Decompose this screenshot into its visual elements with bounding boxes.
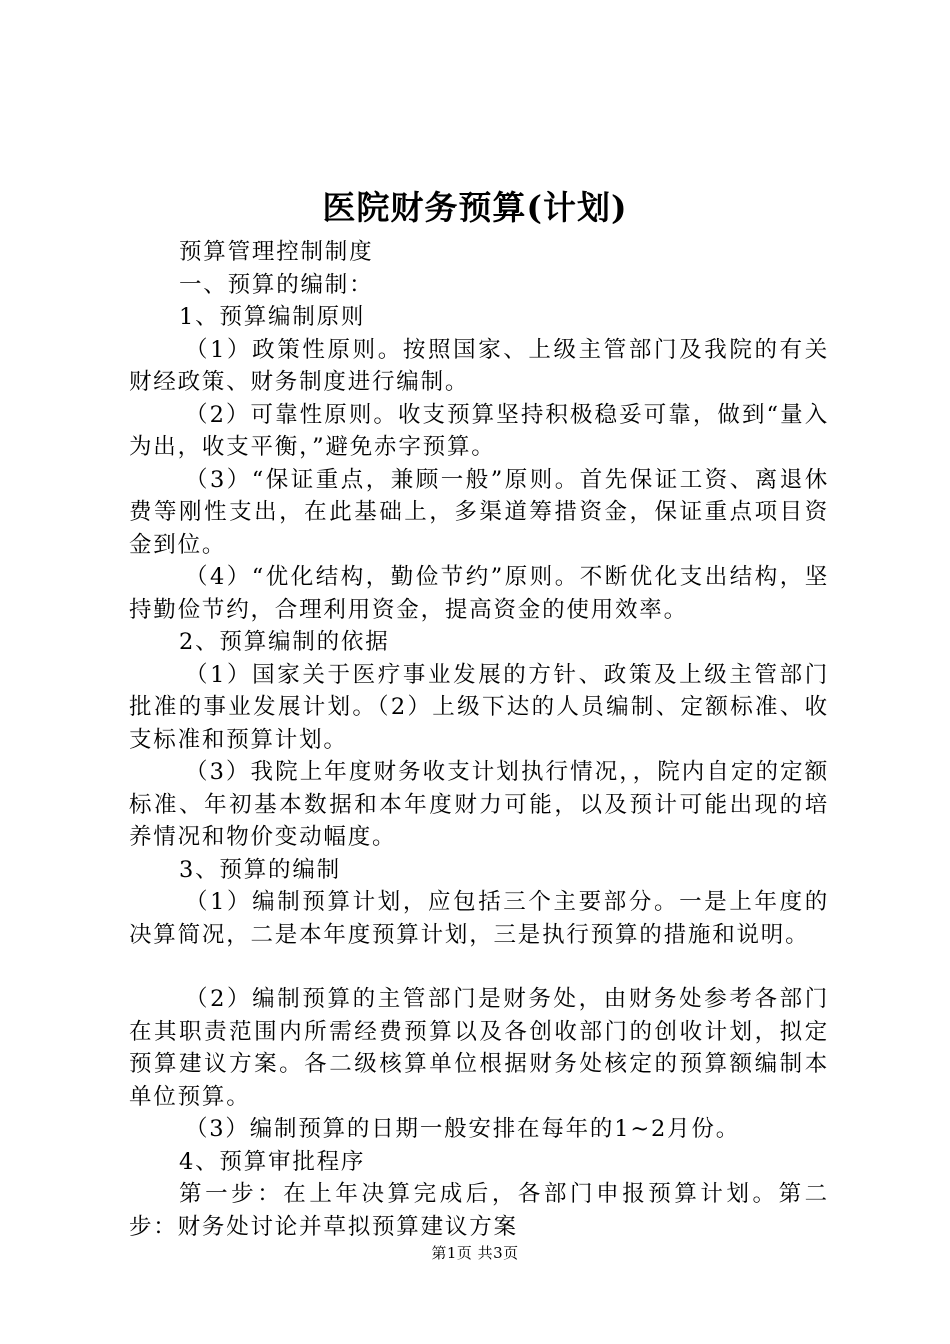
paragraph: （1）政策性原则。按照国家、上级主管部门及我院的有关财经政策、财务制度进行编制。 [129,336,829,395]
paragraph: （4）“优化结构，勤俭节约”原则。不断优化支出结构，坚持勤俭节约，合理利用资金，提高资金的使用效率。 [129,564,829,623]
subsection-heading-3: 3、预算的编制 [179,856,341,883]
paragraph: （1）国家关于医疗事业发展的方针、政策及上级主管部门批准的事业发展计划。（2）上级下达的人员编制、定额标准、收支标准和预算计划。 [129,661,829,753]
paragraph-spacer [129,951,829,983]
document-title: 医院财务预算(计划) [322,188,628,227]
paragraph: （2）编制预算的主管部门是财务处，由财务处参考各部门在其职责范围内所需经费预算以及各创收部门的创收计划，拟定预算建议方案。各二级核算单位根据财务处核定的预算额编制本单位预算。 [129,986,829,1110]
document-body [129,236,829,1243]
section-heading-1: 一、预算的编制： [179,271,374,298]
subsection-heading-2: 2、预算编制的依据 [179,629,390,655]
paragraph: （3）我院上年度财务收支计划执行情况，，院内自定的定额标准、年初基本数据和本年度财力可能，以及预计可能出现的培养情况和物价变动幅度。 [129,759,829,850]
paragraph: （2）可靠性原则。收支预算坚持积极稳妥可靠，做到“量入为出，收支平衡，”避免赤字预算。 [129,401,829,460]
paragraph-subtitle: 预算管理控制制度 [179,239,374,265]
paragraph: （3）“保证重点，兼顾一般”原则。首先保证工资、离退休费等刚性支出，在此基础上，多渠道筹措资金，保证重点项目资金到位。 [129,466,829,558]
page-footer: 第1页 共3页 [431,1244,519,1262]
subsection-heading-1: 1、预算编制原则 [179,304,366,330]
subsection-heading-4: 4、预算审批程序 [179,1148,366,1175]
paragraph: （3）编制预算的日期一般安排在每年的1~2月份。 [185,1116,740,1142]
paragraph: （1）编制预算计划，应包括三个主要部分。一是上年度的决算简况，二是本年度预算计划，三是执行预算的措施和说明。 [129,889,829,948]
paragraph: 第一步：在上年决算完成后，各部门申报预算计划。第二步：财务处讨论并草拟预算建议方案 [129,1181,829,1240]
